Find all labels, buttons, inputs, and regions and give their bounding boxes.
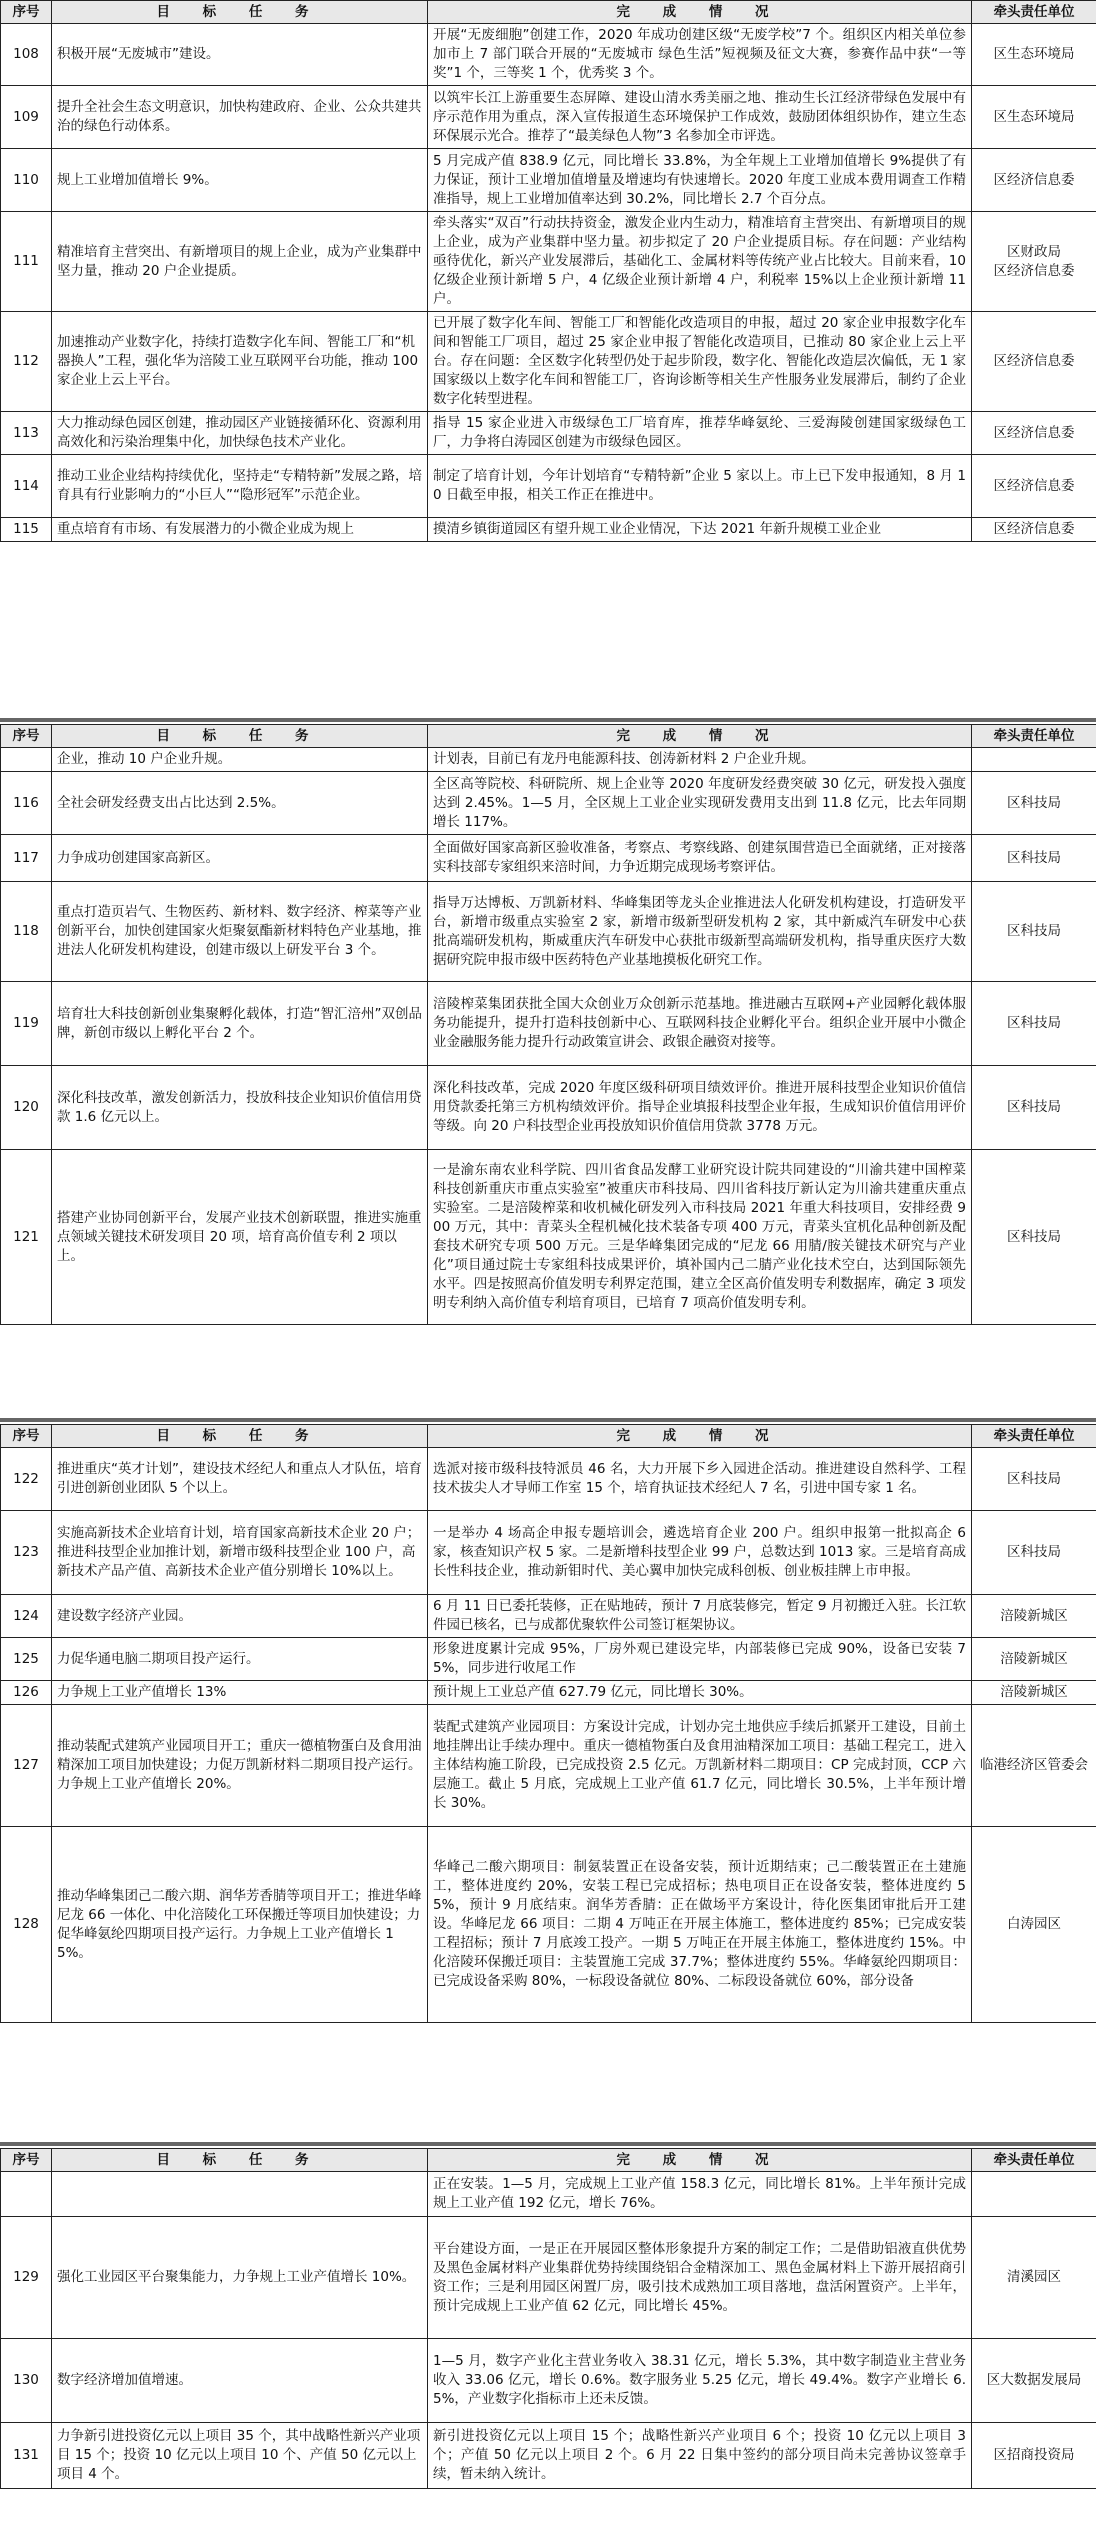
row-task: 数字经济增加值增速。 bbox=[52, 2339, 428, 2423]
row-unit: 临港经济区管委会 bbox=[972, 1705, 1096, 1827]
row-status: 已开展了数字化车间、智能工厂和智能化改造项目的申报，超过 20 家企业申报数字化车间和智能工厂项目，超过 25 家企业申报了智能化改造项目，已推动 80 家企业上云上平台。存在问题：全区数字化转型仍处于起步阶段，数字化、智能化改造层次偏低，无 1 家国家级以上数字化车间和智能工厂，咨询诊断等相关生产性服务业发展滞后，制约了企业数字化转型进程。 bbox=[428, 312, 972, 412]
header-unit: 牵头责任单位 bbox=[972, 1425, 1096, 1448]
row-unit: 区科技局 bbox=[972, 982, 1096, 1066]
row-no: 131 bbox=[1, 2423, 52, 2489]
row-status: 涪陵榨菜集团获批全国大众创业万众创新示范基地。推进融古互联网+产业园孵化载体服务功能提升，提升打造科技创新中心、互联网科技企业孵化平台。组织企业开展中小微企业金融服务能力提升行动政策宣讲会、政银企融资对接等。 bbox=[428, 982, 972, 1066]
row-task: 全社会研发经费支出占比达到 2.5%。 bbox=[52, 772, 428, 835]
table-row bbox=[1, 1150, 1096, 1325]
header-unit: 牵头责任单位 bbox=[972, 725, 1096, 748]
table-row bbox=[1, 2172, 1096, 2217]
table-row bbox=[1, 1681, 1096, 1705]
page-separator bbox=[0, 2142, 1096, 2146]
row-unit: 清溪园区 bbox=[972, 2217, 1096, 2339]
row-unit: 涪陵新城区 bbox=[972, 1638, 1096, 1681]
row-no: 119 bbox=[1, 982, 52, 1066]
row-no bbox=[1, 748, 52, 772]
header-no: 序号 bbox=[1, 725, 52, 748]
row-task: 积极开展“无废城市”建设。 bbox=[52, 24, 428, 86]
row-task: 培育壮大科技创新创业集聚孵化载体，打造“智汇涪州”双创品牌，新创市级以上孵化平台 2 个。 bbox=[52, 982, 428, 1066]
row-unit: 涪陵新城区 bbox=[972, 1681, 1096, 1705]
table-row bbox=[1, 982, 1096, 1066]
row-unit: 白涛园区 bbox=[972, 1827, 1096, 2023]
row-task: 力争规上工业产值增长 13% bbox=[52, 1681, 428, 1705]
row-no: 129 bbox=[1, 2217, 52, 2339]
table-row bbox=[1, 1827, 1096, 2023]
row-status: 以筑牢长江上游重要生态屏障、建设山清水秀美丽之地、推动生长江经济带绿色发展中有序示范作用为重点，深入宣传报道生态环境保护工作成效，鼓励团体组织协作，建立生态环保展示光合。推荐了“最美绿色人物”3 名参加全市评选。 bbox=[428, 86, 972, 149]
page-1 bbox=[0, 0, 1096, 542]
row-task: 力争新引进投资亿元以上项目 35 个，其中战略性新兴产业项目 15 个；投资 10 亿元以上项目 10 个、产值 50 亿元以上项目 4 个。 bbox=[52, 2423, 428, 2489]
row-no: 114 bbox=[1, 455, 52, 518]
table-header-row bbox=[1, 1, 1096, 24]
row-status: 正在安装。1—5 月，完成规上工业产值 158.3 亿元，同比增长 81%。上半年预计完成规上工业产值 192 亿元，增长 76%。 bbox=[428, 2172, 972, 2217]
row-unit: 区招商投资局 bbox=[972, 2423, 1096, 2489]
row-task: 企业，推动 10 户企业升规。 bbox=[52, 748, 428, 772]
row-no: 110 bbox=[1, 149, 52, 212]
row-status: 形象进度累计完成 95%，厂房外观已建设完毕，内部装修已完成 90%，设备已安装 75%，同步进行收尾工作 bbox=[428, 1638, 972, 1681]
row-status: 指导万达博板、万凯新材料、华峰集团等龙头企业推进法人化研发机构建设，打造研发平台，新增市级重点实验室 2 家，新增市级新型研发机构 2 家，其中新威汽车研发中心获批高端研发机构，斯威重庆汽车研发中心获批市级新型高端研发机构，指导重庆医疗大数据研究院申报市级中医药特色产业基地摸板化研究工作。 bbox=[428, 882, 972, 982]
row-task: 搭建产业协同创新平台，发展产业技术创新联盟，推进实施重点领域关键技术研发项目 20 项，培育高价值专利 2 项以上。 bbox=[52, 1150, 428, 1325]
page-4 bbox=[0, 2148, 1096, 2489]
header-no: 序号 bbox=[1, 1, 52, 24]
row-status: 摸清乡镇街道园区有望升规工业企业情况，下达 2021 年新升规模工业企业 bbox=[428, 518, 972, 542]
row-unit bbox=[972, 748, 1096, 772]
row-no bbox=[1, 2172, 52, 2217]
row-task: 提升全社会生态文明意识，加快构建政府、企业、公众共建共治的绿色行动体系。 bbox=[52, 86, 428, 149]
row-status: 全面做好国家高新区验收准备，考察点、考察线路、创建氛围营造已全面就绪，正对接落实科技部专家组织来涪时间，力争近期完成现场考察评估。 bbox=[428, 835, 972, 882]
row-task: 力促华通电脑二期项目投产运行。 bbox=[52, 1638, 428, 1681]
row-unit: 区大数据发展局 bbox=[972, 2339, 1096, 2423]
table-header-row bbox=[1, 1425, 1096, 1448]
row-unit bbox=[972, 2172, 1096, 2217]
header-status: 完 成 情 况 bbox=[428, 725, 972, 748]
header-unit: 牵头责任单位 bbox=[972, 1, 1096, 24]
page-separator bbox=[0, 718, 1096, 722]
row-task: 规上工业增加值增长 9%。 bbox=[52, 149, 428, 212]
row-unit: 区经济信息委 bbox=[972, 455, 1096, 518]
row-task: 重点培育有市场、有发展潜力的小微企业成为规上 bbox=[52, 518, 428, 542]
row-unit: 区科技局 bbox=[972, 1448, 1096, 1511]
row-task: 重点打造页岩气、生物医药、新材料、数字经济、榨菜等产业创新平台，加快创建国家火炬聚氨酯新材料特色产业基地，推进法人化研发机构建设，创建市级以上研发平台 3 个。 bbox=[52, 882, 428, 982]
row-task: 实施高新技术企业培育计划，培育国家高新技术企业 20 户；推进科技型企业加推计划，新增市级科技型企业 100 户，高新技术产品产值、高新技术企业产值分别增长 10%以上。 bbox=[52, 1511, 428, 1595]
table-header-row bbox=[1, 2149, 1096, 2172]
row-status: 开展“无废细胞”创建工作，2020 年成功创建区级“无废学校”7 个。组织区内相关单位参加市上 7 部门联合开展的“无废城市 绿色生活”短视频及征文大赛，参赛作品中获“一等奖”1 个，三等奖 1 个，优秀奖 3 个。 bbox=[428, 24, 972, 86]
row-unit: 区生态环境局 bbox=[972, 24, 1096, 86]
table-row bbox=[1, 882, 1096, 982]
row-status: 深化科技改革，完成 2020 年度区级科研项目绩效评价。推进开展科技型企业知识价值信用贷款委托第三方机构绩效评价。指导企业填报科技型企业年报，生成知识价值信用评价等级。向 20 户科技型企业再投放知识价值信用贷款 3778 万元。 bbox=[428, 1066, 972, 1150]
table-row bbox=[1, 518, 1096, 542]
row-no: 122 bbox=[1, 1448, 52, 1511]
table-row bbox=[1, 772, 1096, 835]
table-row bbox=[1, 212, 1096, 312]
row-unit: 区经济信息委 bbox=[972, 312, 1096, 412]
row-status: 5 月完成产值 838.9 亿元，同比增长 33.8%，为全年规上工业增加值增长 9%提供了有力保证，预计工业增加值增量及增速均有快速增长。2020 年度工业成本费用调查工作精准指导，规上工业增加值率达到 30.2%，同比增长 2.7 个百分点。 bbox=[428, 149, 972, 212]
table-header-row bbox=[1, 725, 1096, 748]
row-unit: 区科技局 bbox=[972, 1066, 1096, 1150]
row-no: 112 bbox=[1, 312, 52, 412]
table-row bbox=[1, 1595, 1096, 1638]
row-status: 平台建设方面，一是正在开展园区整体形象提升方案的制定工作；二是借助铝液直供优势及黑色金属材料产业集群优势持续围绕铝合金精深加工、黑色金属材料上下游开展招商引资工作；三是利用园区闲置厂房，吸引技术成熟加工项目落地，盘活闲置资产。上半年，预计完成规上工业产值 62 亿元，同比增长 45%。 bbox=[428, 2217, 972, 2339]
header-status: 完 成 情 况 bbox=[428, 1, 972, 24]
row-no: 126 bbox=[1, 1681, 52, 1705]
row-status: 一是渝东南农业科学院、四川省食品发酵工业研究设计院共同建设的“川渝共建中国榨菜科技创新重庆市重点实验室”被重庆市科技局、四川省科技厅新认定为川渝共建重庆重点实验室。二是涪陵榨菜和收机械化研发列入市科技局 2021 年重大科技项目，安排经费 900 万元，其中：青菜头全程机械化技术装备专项 400 万元，青菜头宜机化品种创新及配套技术研究专项 500 万元。三是华峰集团完成的“尼龙 66 用腈/胺关键技术研究与产业化”项目通过院士专家组科技成果评价，填补国内己二腈产业化技术空白，达到国际领先水平。四是按照高价值发明专利界定范围，建立全区高价值发明专利数据库，确定 3 项发明专利纳入高价值专利培育项目，已培育 7 项高价值发明专利。 bbox=[428, 1150, 972, 1325]
row-status: 选派对接市级科技特派员 46 名，大力开展下乡入园进企活动。推进建设自然科学、工程技术拔尖人才导师工作室 15 个，培育执证技术经纪人 7 名，引进中国专家 1 名。 bbox=[428, 1448, 972, 1511]
row-status: 牵头落实“双百”行动扶持资金，激发企业内生动力，精准培育主营突出、有新增项目的规上企业，成为产业集群中坚力量。初步拟定了 20 户企业提质目标。存在问题：产业结构亟待优化，新兴产业发展滞后，基础化工、金属材料等传统产业占比较大。目前来看，10 亿级企业预计新增 5 户，4 亿级企业预计新增 4 户，利税率 15%以上企业预计新增 11 户。 bbox=[428, 212, 972, 312]
row-unit: 区生态环境局 bbox=[972, 86, 1096, 149]
row-task: 推动工业企业结构持续优化，坚持走“专精特新”发展之路，培育具有行业影响力的“小巨人”“隐形冠军”示范企业。 bbox=[52, 455, 428, 518]
row-task: 推进重庆“英才计划”，建设技术经纪人和重点人才队伍，培育引进创新创业团队 5 个以上。 bbox=[52, 1448, 428, 1511]
row-task: 大力推动绿色园区创建，推动园区产业链接循环化、资源利用高效化和污染治理集中化，加快绿色技术产业化。 bbox=[52, 412, 428, 455]
row-no: 128 bbox=[1, 1827, 52, 2023]
table-row bbox=[1, 24, 1096, 86]
table-row bbox=[1, 2423, 1096, 2489]
table-row bbox=[1, 455, 1096, 518]
page-3 bbox=[0, 1424, 1096, 2023]
header-no: 序号 bbox=[1, 1425, 52, 1448]
row-no: 115 bbox=[1, 518, 52, 542]
row-task: 精准培育主营突出、有新增项目的规上企业，成为产业集群中坚力量，推动 20 户企业提质。 bbox=[52, 212, 428, 312]
row-unit: 区科技局 bbox=[972, 1150, 1096, 1325]
table-row bbox=[1, 149, 1096, 212]
row-status: 指导 15 家企业进入市级绿色工厂培育库，推荐华峰氨纶、三爱海陵创建国家级绿色工厂，力争将白涛园区创建为市级绿色园区。 bbox=[428, 412, 972, 455]
header-status: 完 成 情 况 bbox=[428, 1425, 972, 1448]
table-row bbox=[1, 2339, 1096, 2423]
table-row bbox=[1, 835, 1096, 882]
row-task: 强化工业园区平台聚集能力，力争规上工业产值增长 10%。 bbox=[52, 2217, 428, 2339]
table-row bbox=[1, 312, 1096, 412]
row-no: 118 bbox=[1, 882, 52, 982]
row-no: 117 bbox=[1, 835, 52, 882]
row-status: 制定了培育计划，今年计划培育“专精特新”企业 5 家以上。市上已下发申报通知，8 月 10 日截至申报，相关工作正在推进中。 bbox=[428, 455, 972, 518]
task-table bbox=[0, 2148, 1096, 2489]
row-no: 125 bbox=[1, 1638, 52, 1681]
header-task: 目 标 任 务 bbox=[52, 1, 428, 24]
row-status: 一是举办 4 场高企申报专题培训会，遴选培育企业 200 户。组织申报第一批拟高企 6 家，核查知识产权 5 家。二是新增科技型企业 99 户，总数达到 1013 家。三是培育高成长性科技企业，推动新钼时代、美心翼申加快完成科创板、创业板挂牌上市申报。 bbox=[428, 1511, 972, 1595]
row-no: 108 bbox=[1, 24, 52, 86]
table-row bbox=[1, 1638, 1096, 1681]
row-unit: 区财政局 区经济信息委 bbox=[972, 212, 1096, 312]
header-task: 目 标 任 务 bbox=[52, 725, 428, 748]
row-task bbox=[52, 2172, 428, 2217]
row-status: 装配式建筑产业园项目：方案设计完成，计划办完土地供应手续后抓紧开工建设，目前土地挂牌出让手续办理中。重庆一德植物蛋白及食用油精深加工项目：基础工程完工，进入主体结构施工阶段，已完成投资 2.5 亿元。万凯新材料二期项目：CP 完成封顶，CCP 六层施工。截止 5 月底，完成规上工业产值 61.7 亿元，同比增长 30.5%，上半年预计增长 30%。 bbox=[428, 1705, 972, 1827]
row-task: 推动装配式建筑产业园项目开工；重庆一德植物蛋白及食用油精深加工项目加快建设；力促万凯新材料二期项目投产运行。力争规上工业产值增长 20%。 bbox=[52, 1705, 428, 1827]
task-table bbox=[0, 724, 1096, 1325]
page-separator bbox=[0, 1418, 1096, 1422]
table-row bbox=[1, 748, 1096, 772]
table-row bbox=[1, 2217, 1096, 2339]
row-unit: 区科技局 bbox=[972, 882, 1096, 982]
row-unit: 区经济信息委 bbox=[972, 149, 1096, 212]
header-task: 目 标 任 务 bbox=[52, 2149, 428, 2172]
row-unit: 区科技局 bbox=[972, 835, 1096, 882]
table-row bbox=[1, 86, 1096, 149]
row-unit: 区科技局 bbox=[972, 772, 1096, 835]
task-table bbox=[0, 0, 1096, 542]
row-no: 120 bbox=[1, 1066, 52, 1150]
row-no: 121 bbox=[1, 1150, 52, 1325]
row-no: 116 bbox=[1, 772, 52, 835]
row-status: 全区高等院校、科研院所、规上企业等 2020 年度研发经费突破 30 亿元，研发投入强度达到 2.45%。1—5 月，全区规上工业企业实现研发费用支出到 11.8 亿元，比去年同期增长 117%。 bbox=[428, 772, 972, 835]
row-status: 华峰己二酸六期项目：制氨装置正在设备安装，预计近期结束；己二酸装置正在土建施工，整体进度约 20%，安装工程已完成招标；热电项目正在设备安装，整体进度约 55%，预计 9 月底结束。润华芳香腈：正在做场平方案设计，待化医集团审批后开工建设。华峰尼龙 66 项目：二期 4 万吨正在开展主体施工，整体进度约 85%；已完成安装工程招标；预计 7 月底竣工投产。一期 5 万吨正在开展主体施工，整体进度约 15%。中化涪陵环保搬迁项目：主装置施工完成 37.7%；整体进度约 55%。华峰氨纶四期项目：已完成设备采购 80%，一标段设备就位 80%、二标段设备就位 60%，部分设备 bbox=[428, 1827, 972, 2023]
table-row bbox=[1, 1705, 1096, 1827]
row-no: 130 bbox=[1, 2339, 52, 2423]
row-task: 建设数字经济产业园。 bbox=[52, 1595, 428, 1638]
row-task: 加速推动产业数字化，持续打造数字化车间、智能工厂和“机器换人”工程，强化华为涪陵工业互联网平台功能，推动 100 家企业上云上平台。 bbox=[52, 312, 428, 412]
row-no: 123 bbox=[1, 1511, 52, 1595]
row-unit: 涪陵新城区 bbox=[972, 1595, 1096, 1638]
header-task: 目 标 任 务 bbox=[52, 1425, 428, 1448]
row-task: 力争成功创建国家高新区。 bbox=[52, 835, 428, 882]
row-unit: 区经济信息委 bbox=[972, 518, 1096, 542]
row-status: 6 月 11 日已委托装修，正在贴地砖，预计 7 月底装修完，暂定 9 月初搬迁入驻。长江软件园已核名，已与成都优聚软件公司签订框架协议。 bbox=[428, 1595, 972, 1638]
table-row bbox=[1, 412, 1096, 455]
header-unit: 牵头责任单位 bbox=[972, 2149, 1096, 2172]
row-status: 预计规上工业总产值 627.79 亿元，同比增长 30%。 bbox=[428, 1681, 972, 1705]
row-task: 深化科技改革，激发创新活力，投放科技企业知识价值信用贷款 1.6 亿元以上。 bbox=[52, 1066, 428, 1150]
row-unit: 区经济信息委 bbox=[972, 412, 1096, 455]
table-row bbox=[1, 1511, 1096, 1595]
row-status: 新引进投资亿元以上项目 15 个；战略性新兴产业项目 6 个；投资 10 亿元以上项目 3 个；产值 50 亿元以上项目 2 个。6 月 22 日集中签约的部分项目尚未完善协议签章手续，暂未纳入统计。 bbox=[428, 2423, 972, 2489]
row-no: 109 bbox=[1, 86, 52, 149]
row-no: 113 bbox=[1, 412, 52, 455]
row-status: 计划表，目前已有龙丹电能源科技、创涛新材料 2 户企业升规。 bbox=[428, 748, 972, 772]
task-table bbox=[0, 1424, 1096, 2023]
row-no: 111 bbox=[1, 212, 52, 312]
row-unit: 区科技局 bbox=[972, 1511, 1096, 1595]
header-status: 完 成 情 况 bbox=[428, 2149, 972, 2172]
row-status: 1—5 月，数字产业化主营业务收入 38.31 亿元，增长 5.3%，其中数字制造业主营业务收入 33.06 亿元，增长 0.6%。数字服务业 5.25 亿元，增长 49.4%。数字产业增长 6.5%，产业数字化指标市上还未反馈。 bbox=[428, 2339, 972, 2423]
header-no: 序号 bbox=[1, 2149, 52, 2172]
row-task: 推动华峰集团己二酸六期、润华芳香腈等项目开工；推进华峰尼龙 66 一体化、中化涪陵化工环保搬迁等项目加快建设；力促华峰氨纶四期项目投产运行。力争规上工业产值增长 15%。 bbox=[52, 1827, 428, 2023]
row-no: 127 bbox=[1, 1705, 52, 1827]
row-no: 124 bbox=[1, 1595, 52, 1638]
page-2 bbox=[0, 724, 1096, 1325]
table-row bbox=[1, 1448, 1096, 1511]
table-row bbox=[1, 1066, 1096, 1150]
